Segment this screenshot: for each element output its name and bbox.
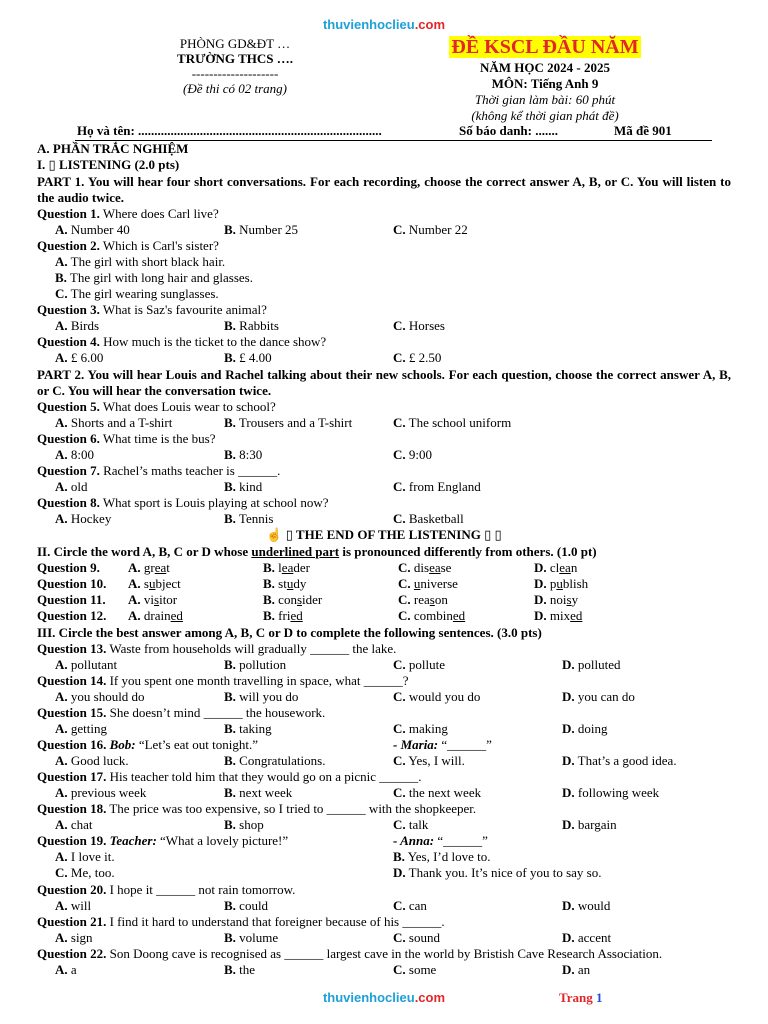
exam-title: ĐỀ KSCL ĐẦU NĂM [451,36,639,58]
q4-option-b[interactable]: B. £ 4.00 [224,350,272,365]
q15-option-a[interactable]: A. getting [55,721,107,736]
question-20: Question 20. I hope it ______ not rain tomorrow. [37,882,296,897]
q12-option-b[interactable]: B. fried [263,608,303,623]
question-22: Question 22. Son Doong cave is recognised as ______ largest cave in the world by Bristish Cave Research Association. [37,946,663,961]
school-block [110,36,360,96]
q18-option-b[interactable]: B. shop [224,817,264,832]
section-3-heading: III. Circle the best answer among A, B, C or D to complete the following sentences. (3.0 pts) [37,625,542,640]
q11-option-b[interactable]: B. consider [263,592,323,607]
q7-option-b[interactable]: B. kind [224,479,263,494]
q11-option-d[interactable]: D. noisy [534,592,579,607]
q13-option-d[interactable]: D. polluted [562,657,621,672]
q20-option-d[interactable]: D. would [562,898,611,913]
question-19: Question 19. Teacher: “What a lovely picture!” [37,833,289,848]
q3-option-b[interactable]: B. Rabbits [224,318,279,333]
site-brand-top[interactable]: thuvienhoclieu.com [322,17,446,32]
q3-option-c[interactable]: C. Horses [393,318,445,333]
exam-time: Thời gian làm bài: 60 phút [474,92,616,107]
q11-option-c[interactable]: C. reason [398,592,448,607]
q22-option-c[interactable]: C. some [393,962,437,977]
q14-option-b[interactable]: B. will you do [224,689,299,704]
school-year: NĂM HỌC 2024 - 2025 [480,60,610,75]
q10-option-d[interactable]: D. publish [534,576,589,591]
q10-option-c[interactable]: C. universe [398,576,458,591]
candidate-number-field[interactable]: Số báo danh: ....... [459,123,558,138]
q21-option-c[interactable]: C. sound [393,930,440,945]
q6-option-b[interactable]: B. 8:30 [224,447,263,462]
q4-option-a[interactable]: A. £ 6.00 [55,350,104,365]
question-16: Question 16. Bob: “Let’s eat out tonight.” [37,737,258,752]
q16-option-c[interactable]: C. Yes, I will. [393,753,465,768]
q19-option-c[interactable]: C. Me, too. [55,865,115,880]
q9-option-a[interactable]: A. great [128,560,170,575]
q2-option-c[interactable]: C. The girl wearing sunglasses. [55,286,219,301]
q10-option-b[interactable]: B. study [263,576,307,591]
question-21: Question 21. I find it hard to understand that foreigner because of his ______. [37,914,445,929]
question-6: Question 6. What time is the bus? [37,431,216,446]
question-2: Question 2. Which is Carl's sister? [37,238,219,253]
q14-option-a[interactable]: A. you should do [55,689,145,704]
q16-reply: - Maria: “______” [393,737,492,752]
q5-option-c[interactable]: C. The school uniform [393,415,512,430]
site-brand-bottom[interactable]: thuvienhoclieu.com [322,990,446,1005]
question-14: Question 14. If you spent one month travelling in space, what ______? [37,673,409,688]
q21-option-b[interactable]: B. volume [224,930,279,945]
q21-option-a[interactable]: A. sign [55,930,93,945]
question-4: Question 4. How much is the ticket to the dance show? [37,334,327,349]
q14-option-d[interactable]: D. you can do [562,689,635,704]
q15-option-b[interactable]: B. taking [224,721,272,736]
question-1: Question 1. Where does Carl live? [37,206,219,221]
q16-option-d[interactable]: D. That’s a good idea. [562,753,677,768]
q18-option-c[interactable]: C. talk [393,817,429,832]
q22-option-a[interactable]: A. a [55,962,77,977]
question-15: Question 15. She doesn’t mind ______ the housework. [37,705,326,720]
q9-option-c[interactable]: C. disease [398,560,452,575]
q15-option-c[interactable]: C. making [393,721,448,736]
q16-option-a[interactable]: A. Good luck. [55,753,129,768]
question-5: Question 5. What does Louis wear to school? [37,399,276,414]
question-18: Question 18. The price was too expensive, so I tried to ______ with the shopkeeper. [37,801,477,816]
question-11: Question 11. [37,592,106,607]
q9-option-b[interactable]: B. leader [263,560,310,575]
exam-info-block [420,36,670,124]
q13-option-c[interactable]: C. pollute [393,657,445,672]
part1-instructions: PART 1. You will hear four short conversations. For each recording, choose the correct answer A, B, or C. You will listen to the audio twice. [37,174,731,205]
q13-option-b[interactable]: B. pollution [224,657,287,672]
q22-option-d[interactable]: D. an [562,962,591,977]
question-9: Question 9. [37,560,100,575]
divider-dashes: -------------------- [191,66,279,81]
q12-option-a[interactable]: A. drained [128,608,183,623]
q1-option-b[interactable]: B. Number 25 [224,222,299,237]
question-10: Question 10. [37,576,107,591]
q5-option-a[interactable]: A. Shorts and a T-shirt [55,415,173,430]
q19-option-a[interactable]: A. I love it. [55,849,115,864]
q18-option-a[interactable]: A. chat [55,817,93,832]
q9-option-d[interactable]: D. clean [534,560,578,575]
section-a-heading: A. PHẦN TRẮC NGHIỆM [37,141,189,156]
q11-option-a[interactable]: A. visitor [128,592,178,607]
q20-option-a[interactable]: A. will [55,898,92,913]
q6-option-c[interactable]: C. 9:00 [393,447,433,462]
part2-instructions: PART 2. You will hear Louis and Rachel talking about their new schools. For each question, choose the correct answer A, B, or C. You will hear the conversation twice. [37,367,731,398]
pages-note: (Đề thi có 02 trang) [183,81,287,96]
q19-reply: - Anna: “______” [393,833,488,848]
question-8: Question 8. What sport is Louis playing at school now? [37,495,329,510]
q17-option-b[interactable]: B. next week [224,785,293,800]
q2-option-b[interactable]: B. The girl with long hair and glasses. [55,270,253,285]
q6-option-a[interactable]: A. 8:00 [55,447,95,462]
q20-option-c[interactable]: C. can [393,898,427,913]
question-17: Question 17. His teacher told him that they would go on a picnic ______. [37,769,422,784]
q19-option-b[interactable]: B. Yes, I’d love to. [393,849,491,864]
question-13: Question 13. Waste from households will gradually ______ the lake. [37,641,397,656]
q8-option-b[interactable]: B. Tennis [224,511,274,526]
q20-option-b[interactable]: B. could [224,898,269,913]
name-field[interactable]: Họ và tên: ........................................................................... [77,123,382,138]
question-3: Question 3. What is Saz's favourite animal? [37,302,267,317]
exam-time-note: (không kể thời gian phát đề) [471,108,619,123]
q3-option-a[interactable]: A. Birds [55,318,100,333]
q7-option-c[interactable]: C. from England [393,479,481,494]
q8-option-a[interactable]: A. Hockey [55,511,112,526]
exam-subject: MÔN: Tiếng Anh 9 [491,76,599,91]
q4-option-c[interactable]: C. £ 2.50 [393,350,442,365]
q15-option-d[interactable]: D. doing [562,721,608,736]
q7-option-a[interactable]: A. old [55,479,88,494]
question-12: Question 12. [37,608,107,623]
q22-option-b[interactable]: B. the [224,962,256,977]
q1-option-a[interactable]: A. Number 40 [55,222,130,237]
exam-code: Mã đề 901 [614,123,672,138]
q8-option-c[interactable]: C. Basketball [393,511,464,526]
q17-option-d[interactable]: D. following week [562,785,660,800]
q21-option-d[interactable]: D. accent [562,930,612,945]
school-name: TRƯỜNG THCS …. [177,51,293,66]
q18-option-d[interactable]: D. bargain [562,817,617,832]
q2-option-a[interactable]: A. The girl with short black hair. [55,254,226,269]
q1-option-c[interactable]: C. Number 22 [393,222,468,237]
question-7: Question 7. Rachel’s maths teacher is ______. [37,463,281,478]
q19-option-d[interactable]: D. Thank you. It’s nice of you to say so. [393,865,602,880]
q17-option-a[interactable]: A. previous week [55,785,147,800]
q14-option-c[interactable]: C. would you do [393,689,481,704]
q17-option-c[interactable]: C. the next week [393,785,482,800]
q16-option-b[interactable]: B. Congratulations. [224,753,326,768]
q5-option-b[interactable]: B. Trousers and a T-shirt [224,415,353,430]
listening-heading: I. ▯ LISTENING (2.0 pts) [37,157,180,172]
end-of-listening: ☝ ▯ THE END OF THE LISTENING ▯ ▯ [266,527,502,542]
page-number: Trang 1 [559,990,603,1005]
dept-name: PHÒNG GD&ĐT … [179,36,291,51]
q12-option-d[interactable]: D. mixed [534,608,583,623]
section-2-heading: II. Circle the word A, B, C or D whose underlined part is pronounced differently from others. (1.0 pt) [37,544,597,559]
q13-option-a[interactable]: A. pollutant [55,657,118,672]
q12-option-c[interactable]: C. combined [398,608,466,623]
q10-option-a[interactable]: A. subject [128,576,181,591]
